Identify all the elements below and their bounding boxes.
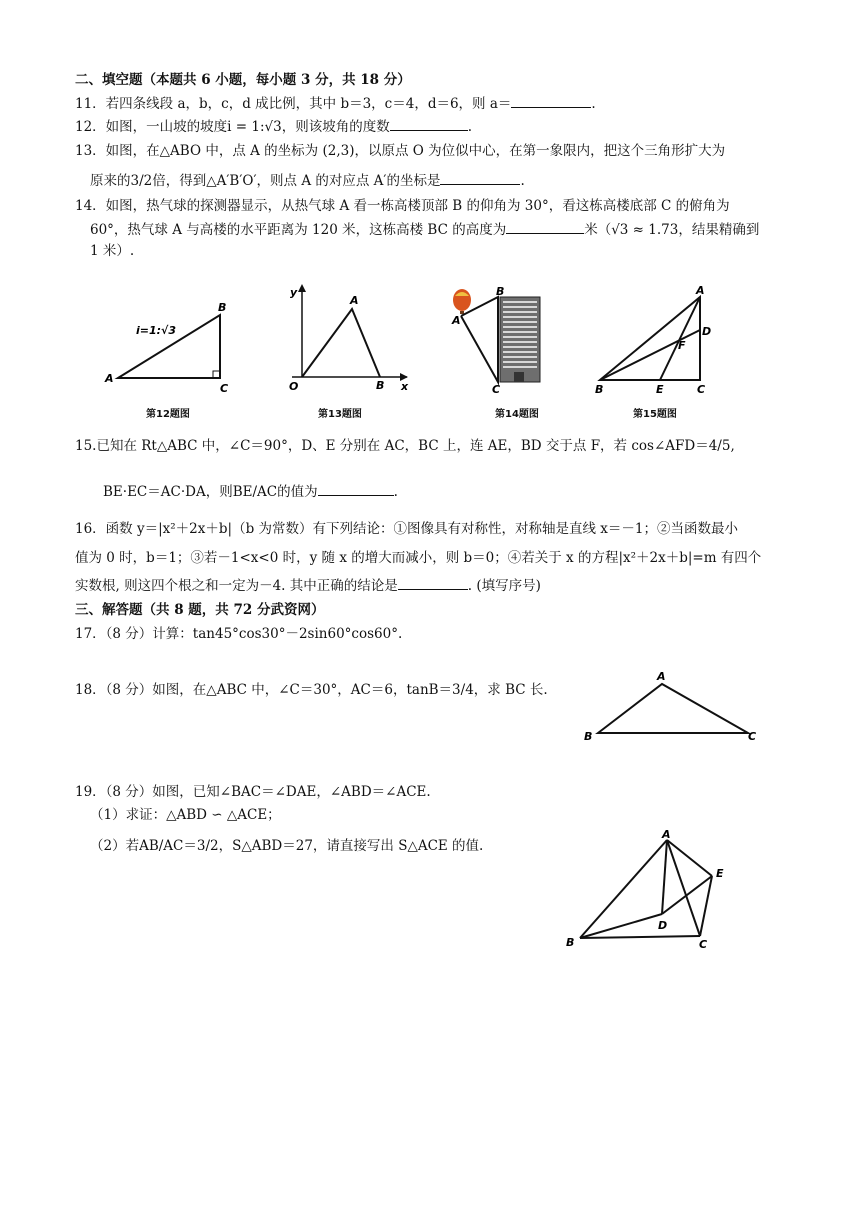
fig12-label-A: A — [105, 372, 114, 385]
fig12-label-B: B — [218, 301, 227, 314]
question-13-line2 — [90, 170, 525, 191]
fig19-segment-DE — [662, 876, 712, 914]
fig19-segment-AD — [662, 840, 667, 914]
q14-answer-blank[interactable] — [506, 219, 584, 234]
section3-title: 三、解答题（共 8 题，共 72 分武资网） — [75, 602, 325, 618]
figure-14 — [446, 284, 546, 396]
q16-line3b: . (填写序号) — [467, 578, 541, 594]
fig19-label-B: B — [566, 936, 575, 949]
question-12 — [75, 116, 472, 137]
q13-line2-text: 原来的3/2倍，得到△A′B′O′，则点 A 的对应点 A′的坐标是 — [90, 173, 441, 189]
caption-fig13: 第13题图 — [318, 409, 362, 420]
question-14-line3: 1 米）. — [90, 243, 135, 259]
fig19-label-E: E — [716, 867, 724, 880]
q11-answer-blank[interactable] — [511, 93, 591, 108]
figure-19 — [560, 826, 740, 951]
q15-line2-text: BE·EC＝AC·DA，则BE/AC的值为 — [103, 484, 318, 500]
question-15-line1: 15.已知在 Rt△ABC 中，∠C＝90°，D、E 分别在 AC，BC 上，连 AE，BD 交于点 F，若 cos∠AFD＝4/5, — [75, 438, 735, 454]
fig13-triangle — [302, 309, 380, 377]
q15-answer-blank[interactable] — [318, 481, 394, 496]
fig14-label-A: A — [452, 314, 461, 327]
building-icon — [500, 297, 540, 382]
figure-15 — [590, 283, 720, 395]
fig12-right-angle — [213, 371, 220, 378]
caption-fig15: 第15题图 — [633, 409, 677, 420]
fig13-label-B: B — [376, 379, 385, 392]
fig15-label-D: D — [702, 325, 712, 338]
fig18-label-C: C — [748, 730, 757, 743]
section2-title: 二、填空题（本题共 6 小题，每小题 3 分，共 18 分） — [75, 72, 411, 88]
question-14-line1: 14．如图，热气球的探测器显示，从热气球 A 看一栋高楼顶部 B 的仰角为 30°，看这栋高楼底部 C 的俯角为 — [75, 198, 730, 214]
q16-line3a: 实数根, 则这四个根之和一定为－4. 其中正确的结论是 — [75, 578, 398, 594]
fig15-label-E: E — [656, 383, 664, 395]
question-14-line2 — [90, 219, 759, 240]
fig19-segment-BD — [580, 914, 662, 938]
figure-12 — [100, 298, 250, 393]
fig18-label-B: B — [584, 730, 593, 743]
fig13-label-y: y — [290, 286, 298, 299]
question-11 — [75, 93, 596, 114]
fig15-label-A: A — [696, 284, 705, 297]
caption-fig14: 第14题图 — [495, 409, 539, 420]
fig18-triangle — [598, 684, 748, 733]
q11-end: . — [591, 96, 596, 112]
fig19-label-C: C — [699, 938, 708, 951]
q16-answer-blank[interactable] — [398, 575, 468, 590]
fig13-label-O: O — [289, 380, 299, 393]
fig15-label-F: F — [678, 339, 686, 352]
q15-end: . — [393, 484, 398, 500]
question-16-line3 — [75, 575, 541, 596]
fig14-sight-lines — [461, 297, 498, 382]
fig14-label-B: B — [496, 285, 505, 298]
fig15-label-B: B — [595, 383, 604, 395]
caption-fig12: 第12题图 — [146, 409, 190, 420]
question-13-line1: 13．如图，在△ABO 中，点 A 的坐标为 (2,3)，以原点 O 为位似中心，在第一象限内，把这个三角形扩大为 — [75, 143, 726, 159]
fig13-label-x: x — [401, 380, 409, 393]
question-19-part1: （1）求证：△ABD ∽ △ACE； — [90, 807, 281, 823]
fig19-label-A: A — [662, 828, 671, 841]
fig13-y-arrow — [298, 284, 306, 292]
q12-answer-blank[interactable] — [390, 116, 468, 131]
fig19-segment-BC — [580, 936, 700, 938]
fig12-slope-label: i=1:√3 — [136, 324, 177, 337]
question-19-part2: （2）若AB/AC＝3/2，S△ABD＝27，请直接写出 S△ACE 的值. — [90, 838, 484, 854]
q13-answer-blank[interactable] — [440, 170, 520, 185]
fig14-label-C: C — [492, 383, 501, 396]
question-18: 18．（8 分）如图，在△ABC 中，∠C＝30°，AC＝6，tanB＝3/4，求 BC 长. — [75, 682, 548, 698]
question-15-line2 — [103, 481, 398, 502]
question-16-line2: 值为 0 时，b＝1；③若－1<x<0 时，y 随 x 的增大而减小，则 b＝0；④若关于 x 的方程|x²＋2x＋b|=m 有四个 — [75, 550, 762, 566]
q13-end: . — [520, 173, 525, 189]
figure-13 — [282, 282, 417, 394]
question-17: 17．（8 分）计算：tan45°cos30°－2sin60°cos60°. — [75, 626, 403, 642]
question-19-line1: 19．（8 分）如图，已知∠BAC＝∠DAE，∠ABD＝∠ACE. — [75, 784, 431, 800]
q14-line2b: 米（√3 ≈ 1.73，结果精确到 — [584, 222, 760, 238]
fig13-label-A: A — [350, 294, 359, 307]
figure-18 — [578, 668, 763, 746]
hot-air-balloon-icon — [453, 289, 471, 314]
fig12-label-C: C — [220, 382, 229, 393]
fig19-segment-AB — [580, 840, 667, 938]
q12-end: . — [467, 119, 473, 135]
q12-text: 12．如图，一山坡的坡度i = 1:√3，则该坡角的度数 — [75, 119, 390, 135]
fig15-label-C: C — [697, 383, 706, 395]
fig18-label-A: A — [657, 670, 666, 683]
fig19-label-D: D — [658, 919, 668, 932]
question-16-line1: 16．函数 y＝|x²＋2x＋b|（b 为常数）有下列结论：①图像具有对称性，对称轴是直线 x＝－1；②当函数最小 — [75, 521, 738, 537]
q11-text: 11．若四条线段 a，b，c，d 成比例，其中 b＝3，c＝4，d＝6，则 a＝ — [75, 96, 512, 112]
q14-line2a: 60°，热气球 A 与高楼的水平距离为 120 米，这栋高楼 BC 的高度为 — [90, 222, 507, 238]
